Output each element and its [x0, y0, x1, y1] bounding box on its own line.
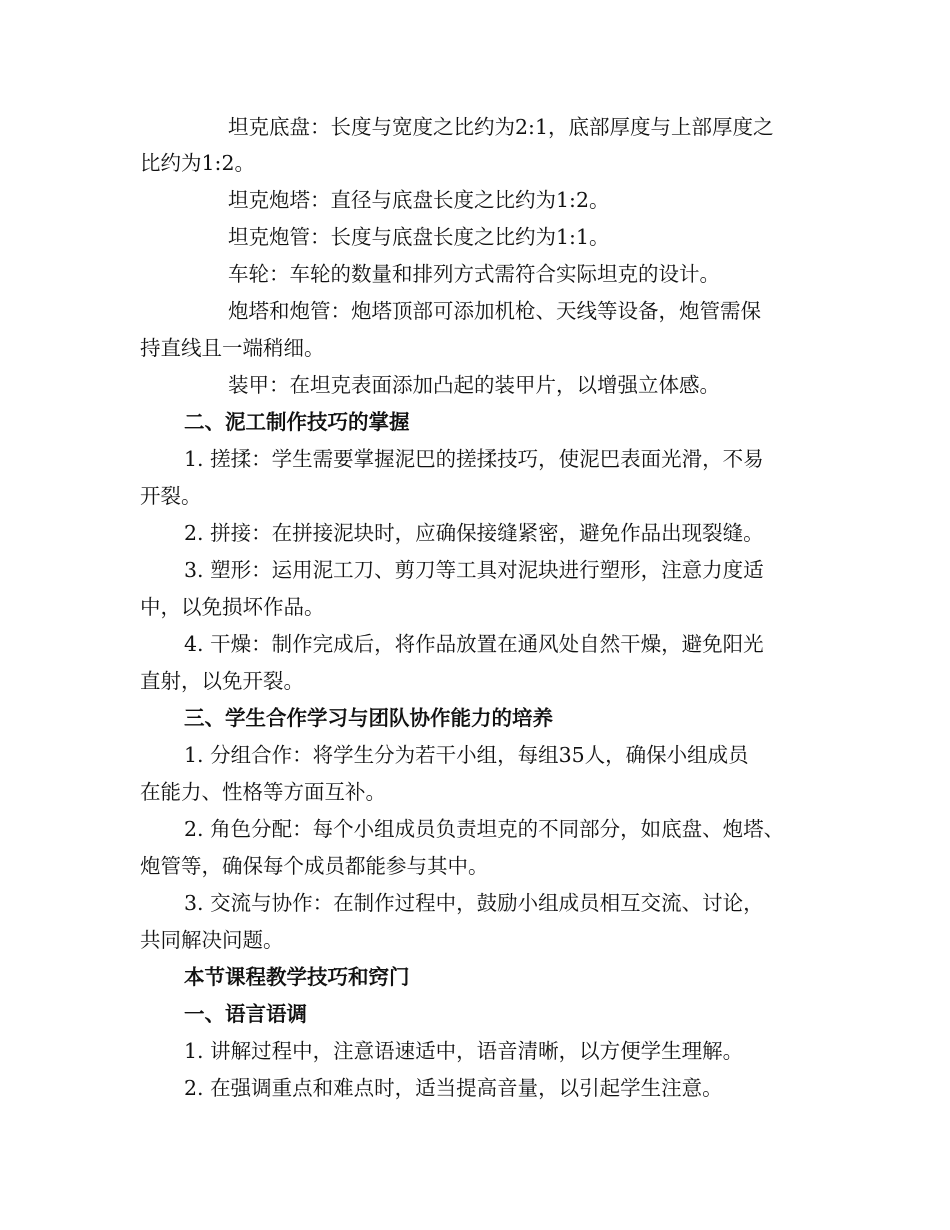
list-item-communication-line2: 共同解决问题。 — [140, 928, 284, 952]
paragraph-turret: 坦克炮塔：直径与底盘长度之比约为1:2。 — [228, 188, 610, 212]
paragraph-wheels: 车轮：车轮的数量和排列方式需符合实际坦克的设计。 — [228, 262, 720, 286]
section-heading-teaching-tips: 本节课程教学技巧和窍门 — [184, 965, 410, 989]
paragraph-turret-barrel-line1: 炮塔和炮管：炮塔顶部可添加机枪、天线等设备，炮管需保 — [228, 299, 761, 323]
list-item-joining: 2. 拼接：在拼接泥块时，应确保接缝紧密，避免作品出现裂缝。 — [184, 521, 764, 545]
section-heading-clay-skills: 二、泥工制作技巧的掌握 — [184, 410, 410, 434]
list-item-roles-line1: 2. 角色分配：每个小组成员负责坦克的不同部分，如底盘、炮塔、 — [184, 817, 785, 841]
list-item-speech-pace: 1. 讲解过程中，注意语速适中，语音清晰，以方便学生理解。 — [184, 1039, 744, 1063]
list-item-drying-line2: 直射，以免开裂。 — [140, 669, 304, 693]
paragraph-gun-barrel: 坦克炮管：长度与底盘长度之比约为1:1。 — [228, 225, 610, 249]
subsection-heading-language: 一、语言语调 — [184, 1002, 307, 1026]
paragraph-chassis-line1: 坦克底盘：长度与宽度之比约为2:1，底部厚度与上部厚度之 — [228, 115, 774, 139]
list-item-shaping-line1: 3. 塑形：运用泥工刀、剪刀等工具对泥块进行塑形，注意力度适 — [184, 558, 764, 582]
list-item-grouping-line2: 在能力、性格等方面互补。 — [140, 780, 386, 804]
section-heading-cooperation: 三、学生合作学习与团队协作能力的培养 — [184, 706, 553, 730]
list-item-emphasis: 2. 在强调重点和难点时，适当提高音量，以引起学生注意。 — [184, 1076, 723, 1100]
paragraph-chassis-line2: 比约为1:2。 — [140, 151, 255, 175]
paragraph-armor: 装甲：在坦克表面添加凸起的装甲片，以增强立体感。 — [228, 373, 720, 397]
list-item-roles-line2: 炮管等，确保每个成员都能参与其中。 — [140, 854, 489, 878]
list-item-kneading-line2: 开裂。 — [140, 484, 202, 508]
list-item-grouping-line1: 1. 分组合作：将学生分为若干小组，每组35人，确保小组成员 — [184, 743, 749, 767]
list-item-shaping-line2: 中，以免损坏作品。 — [140, 595, 325, 619]
list-item-drying-line1: 4. 干燥：制作完成后，将作品放置在通风处自然干燥，避免阳光 — [184, 632, 764, 656]
list-item-communication-line1: 3. 交流与协作：在制作过程中，鼓励小组成员相互交流、讨论， — [184, 891, 764, 915]
paragraph-turret-barrel-line2: 持直线且一端稍细。 — [140, 336, 325, 360]
list-item-kneading-line1: 1. 搓揉：学生需要掌握泥巴的搓揉技巧，使泥巴表面光滑，不易 — [184, 447, 764, 471]
